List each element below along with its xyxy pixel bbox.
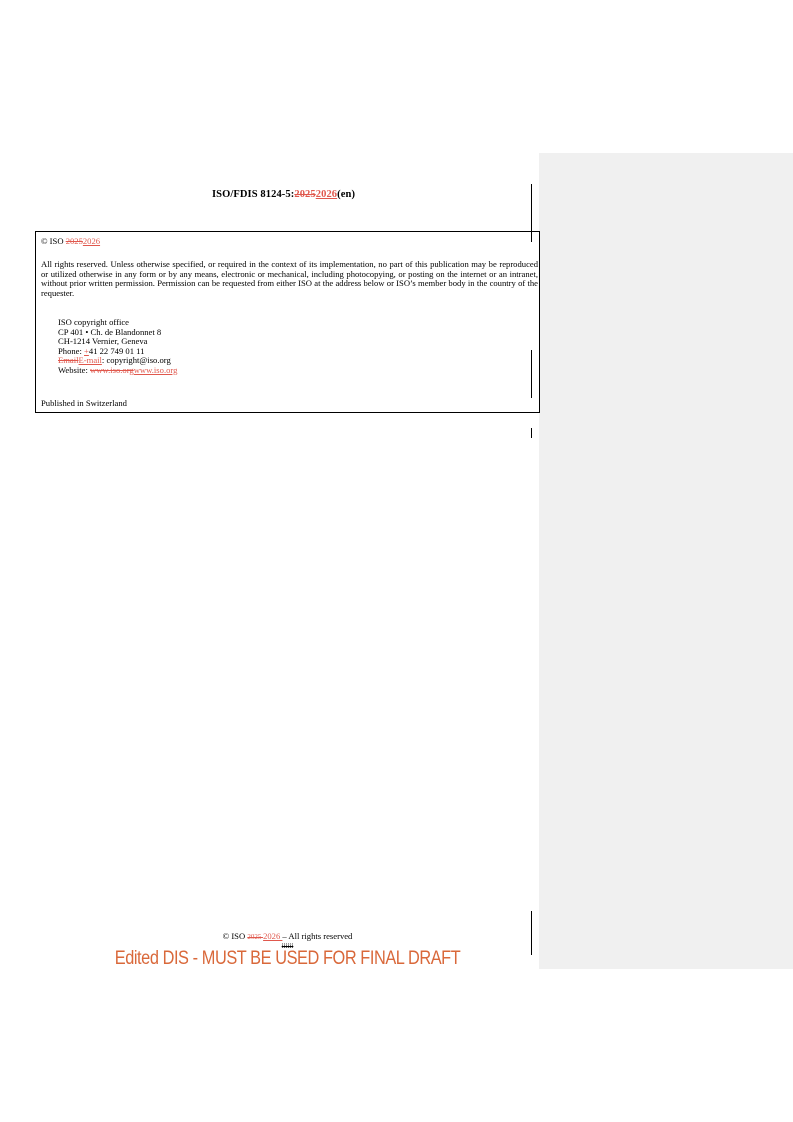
email-value: : copyright@iso.org — [101, 355, 171, 366]
website-link-inserted[interactable]: www.iso.org — [133, 364, 178, 375]
website-link-deleted[interactable]: www.iso.org — [90, 364, 134, 375]
comment-pane — [539, 153, 793, 969]
website-line — [58, 366, 177, 376]
email-label-inserted: E-mail — [78, 355, 102, 366]
address-block — [58, 318, 177, 376]
page-number: iiiiii — [281, 942, 294, 950]
page-footer — [0, 931, 575, 941]
published-location: Published in Switzerland — [41, 398, 127, 408]
phone-number: 41 22 749 01 11 — [88, 345, 145, 356]
phone-label: Phone: — [58, 345, 85, 356]
doc-id: ISO/FDIS 8124-5: — [211, 189, 295, 200]
deleted-year: 2025 — [294, 189, 316, 200]
office-name: ISO copyright office — [58, 317, 129, 327]
inserted-year: 2026 — [82, 236, 101, 246]
change-bar — [531, 428, 532, 438]
deleted-year: 2025 — [247, 933, 264, 941]
footer-rights: – All rights reserved — [282, 931, 353, 941]
street-address: CP 401 • Ch. de Blandonnet 8 — [58, 326, 162, 337]
rights-paragraph: All rights reserved. Unless otherwise specified, or required in the context of its implementation, no part of this publication may be reproduced or utilized otherwise in any form or by any means, electronic or mechanical, including photocopying, or posting on the internet or an intranet, without prior written permission. Permission can be requested from either ISO at the address below or ISO’s member body in the country of the requester. — [41, 259, 538, 298]
document-header — [0, 189, 567, 200]
copyright-symbol: © ISO — [41, 236, 66, 246]
inserted-year: 2026 — [315, 189, 338, 200]
city-address: CH-1214 Vernier, Geneva — [58, 336, 148, 347]
email-label-deleted: Email — [58, 355, 79, 366]
copyright-line — [41, 237, 100, 247]
inserted-year: 2026 — [263, 931, 283, 941]
phone-plus-inserted: + — [84, 345, 89, 356]
footer-copyright: © ISO — [222, 931, 248, 941]
language-code: (en) — [337, 189, 356, 200]
watermark-text: Edited DIS - MUST BE USED FOR FINAL DRAFT — [114, 948, 461, 969]
copyright-box — [35, 231, 540, 413]
website-label: Website: — [58, 364, 91, 375]
deleted-year: 2025 — [65, 236, 83, 246]
